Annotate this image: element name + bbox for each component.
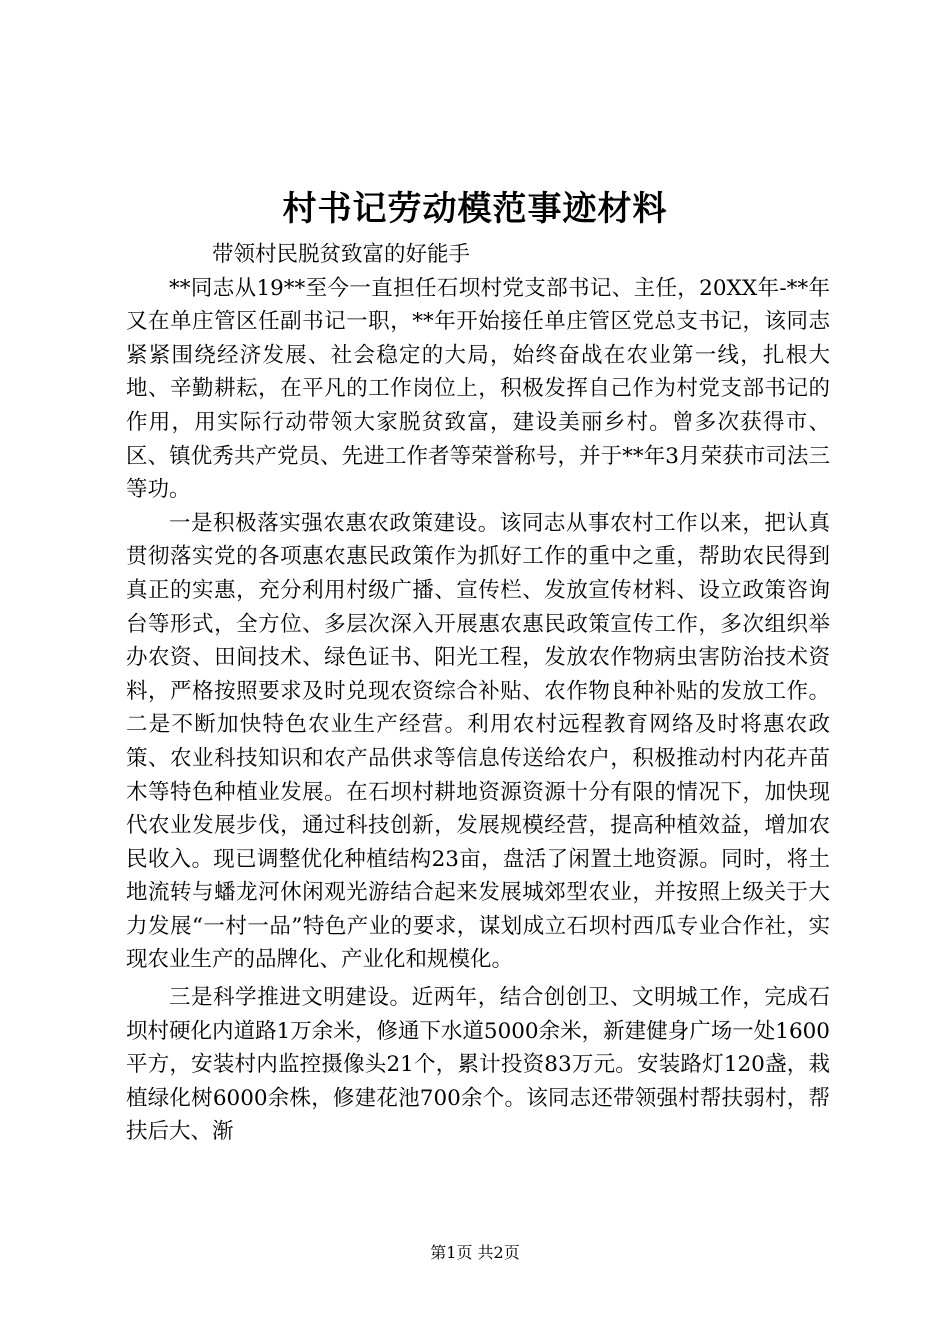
document-body <box>126 238 830 1149</box>
paragraph-civilization: 三是科学推进文明建设。近两年，结合创创卫、文明城工作，完成石坝村硬化内道路1万余米，修通下水道5000余米，新建健身广场一处1600平方，安装村内监控摄像头21个，累计投资83万元。安装路灯120盏，栽植绿化树6000余株，修建花池700余个。该同志还带领强村帮扶弱村，帮扶后大、渐 <box>126 985 830 1145</box>
paragraph-policy: 一是积极落实强农惠农政策建设。该同志从事农村工作以来，把认真贯彻落实党的各项惠农惠民政策作为抓好工作的重中之重，帮助农民得到真正的实惠，充分利用村级广播、宣传栏、发放宣传材料、设立政策咨询台等形式，全方位、多层次深入开展惠农惠民政策宣传工作，多次组织举办农资、田间技术、绿色证书、阳光工程，发放农作物病虫害防治技术资料，严格按照要求及时兑现农资综合补贴、农作物良种补贴的发放工作。二是不断加快特色农业生产经营。利用农村远程教育网络及时将惠农政策、农业科技知识和农产品供求等信息传送给农户，积极推动村内花卉苗木等特色种植业发展。在石坝村耕地资源资源十分有限的情况下，加快现代农业发展步伐，通过科技创新，发展规模经营，提高种植效益，增加农民收入。现已调整优化种植结构23亩，盘活了闲置土地资源。同时，将土地流转与蟠龙河休闲观光游结合起来发展城郊型农业，并按照上级关于大力发展“一村一品”特色产业的要求，谋划成立石坝村西瓜专业合作社，实现农业生产的品牌化、产业化和规模化。 <box>126 510 830 973</box>
document-title: 村书记劳动模范事迹材料 <box>282 189 668 229</box>
subtitle-text: 带领村民脱贫致富的好能手 <box>212 242 471 267</box>
paragraph-intro: **同志从19**至今一直担任石坝村党支部书记、主任，20XX年-**年又在单庄管区任副书记一职，**年开始接任单庄管区党总支书记，该同志紧紧围绕经济发展、社会稳定的大局，始终奋战在农业第一线，扎根大地、辛勤耕耘，在平凡的工作岗位上，积极发挥自己作为村党支部书记的作用，用实际行动带领大家脱贫致富，建设美丽乡村。曾多次获得市、区、镇优秀共产党员、先进工作者等荣誉称号，并于**年3月荣获市司法三等功。 <box>126 275 830 503</box>
page-footer: 第1页 共2页 <box>430 1243 520 1262</box>
document-subtitle <box>126 238 830 272</box>
